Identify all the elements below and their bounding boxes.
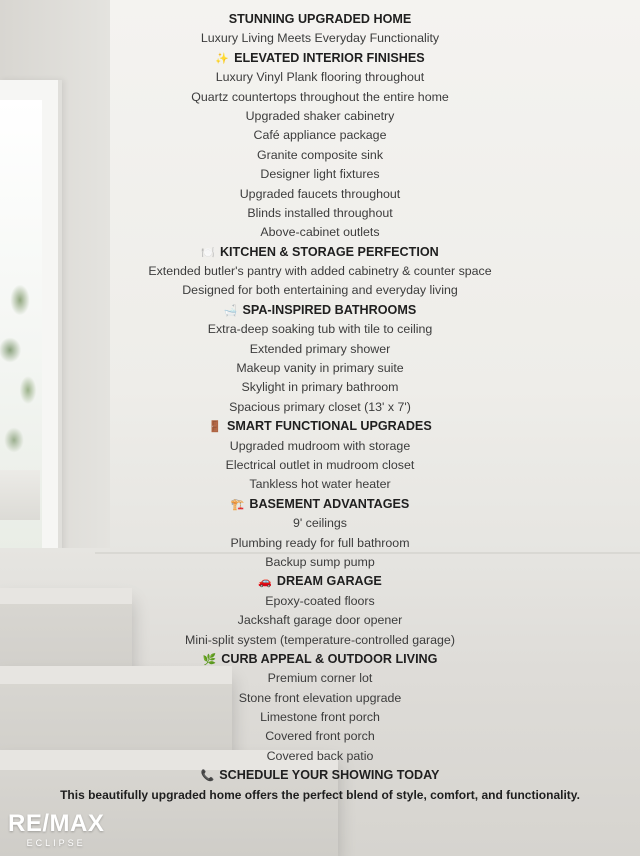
feature-item: Extra-deep soaking tub with tile to ceiling <box>207 322 433 337</box>
feature-item: Designed for both entertaining and everyday living <box>182 283 458 298</box>
feature-item: Mini-split system (temperature-controlled garage) <box>185 632 455 647</box>
feature-list <box>0 10 640 805</box>
logo-wordmark: RE/MAX <box>8 810 105 837</box>
feature-item: Makeup vanity in primary suite <box>236 361 404 376</box>
feature-item: Plumbing ready for full bathroom <box>230 535 410 550</box>
section-heading <box>0 10 640 29</box>
section-heading-text: KITCHEN & STORAGE PERFECTION <box>219 244 439 259</box>
logo-office: ECLIPSE <box>26 838 86 848</box>
feature-item: Above-cabinet outlets <box>260 225 380 240</box>
section-heading <box>0 650 640 669</box>
feature-item: Luxury Living Meets Everyday Functionality <box>200 31 440 46</box>
feature-item: Café appliance package <box>253 128 387 143</box>
feature-item: Granite composite sink <box>256 147 384 162</box>
feature-item: 9' ceilings <box>292 516 348 531</box>
feature-item: Designer light fixtures <box>260 167 380 182</box>
feature-item: Blinds installed throughout <box>247 205 393 220</box>
feature-item: Stone front elevation upgrade <box>238 690 402 705</box>
feature-item: Skylight in primary bathroom <box>241 380 399 395</box>
section-heading-text: SCHEDULE YOUR SHOWING TODAY <box>219 768 440 783</box>
feature-item: Limestone front porch <box>260 710 380 725</box>
feature-item: Extended butler's pantry with added cabinetry & counter space <box>148 264 492 279</box>
section-heading <box>0 495 640 514</box>
remax-logo <box>8 812 104 849</box>
feature-item: Tankless hot water heater <box>249 477 391 492</box>
section-heading <box>0 301 640 320</box>
section-heading-text: CURB APPEAL & OUTDOOR LIVING <box>221 651 438 666</box>
closing-statement: This beautifully upgraded home offers the perfect blend of style, comfort, and functionality. <box>60 787 580 802</box>
section-heading-text: SMART FUNCTIONAL UPGRADES <box>226 419 432 434</box>
door-icon: 🚪 <box>208 421 222 434</box>
feature-item: Upgraded shaker cabinetry <box>245 108 395 123</box>
feature-item: Covered back patio <box>266 748 374 763</box>
feature-item: Upgraded mudroom with storage <box>229 438 411 453</box>
section-heading-text: SPA-INSPIRED BATHROOMS <box>242 302 417 317</box>
feature-item: Electrical outlet in mudroom closet <box>225 457 415 472</box>
car-icon: 🚗 <box>258 576 272 589</box>
section-heading <box>0 572 640 591</box>
feature-item: Extended primary shower <box>249 341 391 356</box>
feature-item: Epoxy-coated floors <box>265 593 375 608</box>
herb-icon: 🌿 <box>202 653 217 666</box>
section-heading <box>0 766 640 785</box>
feature-item: Spacious primary closet (13' x 7') <box>229 399 411 414</box>
section-heading-text: BASEMENT ADVANTAGES <box>249 496 410 511</box>
feature-item: Jackshaft garage door opener <box>237 613 403 628</box>
sparkles-icon: ✨ <box>215 52 230 65</box>
section-heading-text: ELEVATED INTERIOR FINISHES <box>234 50 425 65</box>
bathtub-icon: 🛁 <box>223 304 238 317</box>
feature-item: Luxury Vinyl Plank flooring throughout <box>215 70 425 85</box>
feature-item: Upgraded faucets throughout <box>239 186 401 201</box>
section-heading-text: DREAM GARAGE <box>276 574 382 589</box>
plate-icon: 🍽️ <box>201 246 215 259</box>
section-heading <box>0 243 640 262</box>
feature-item: Premium corner lot <box>267 671 373 686</box>
crane-icon: 🏗️ <box>230 498 245 511</box>
section-heading <box>0 417 640 436</box>
phone-icon: 📞 <box>200 770 215 783</box>
section-heading <box>0 49 640 68</box>
feature-item: Covered front porch <box>265 729 375 744</box>
feature-item: Quartz countertops throughout the entire home <box>191 89 449 104</box>
feature-item: Backup sump pump <box>265 554 375 569</box>
section-heading-text: STUNNING UPGRADED HOME <box>228 12 412 26</box>
